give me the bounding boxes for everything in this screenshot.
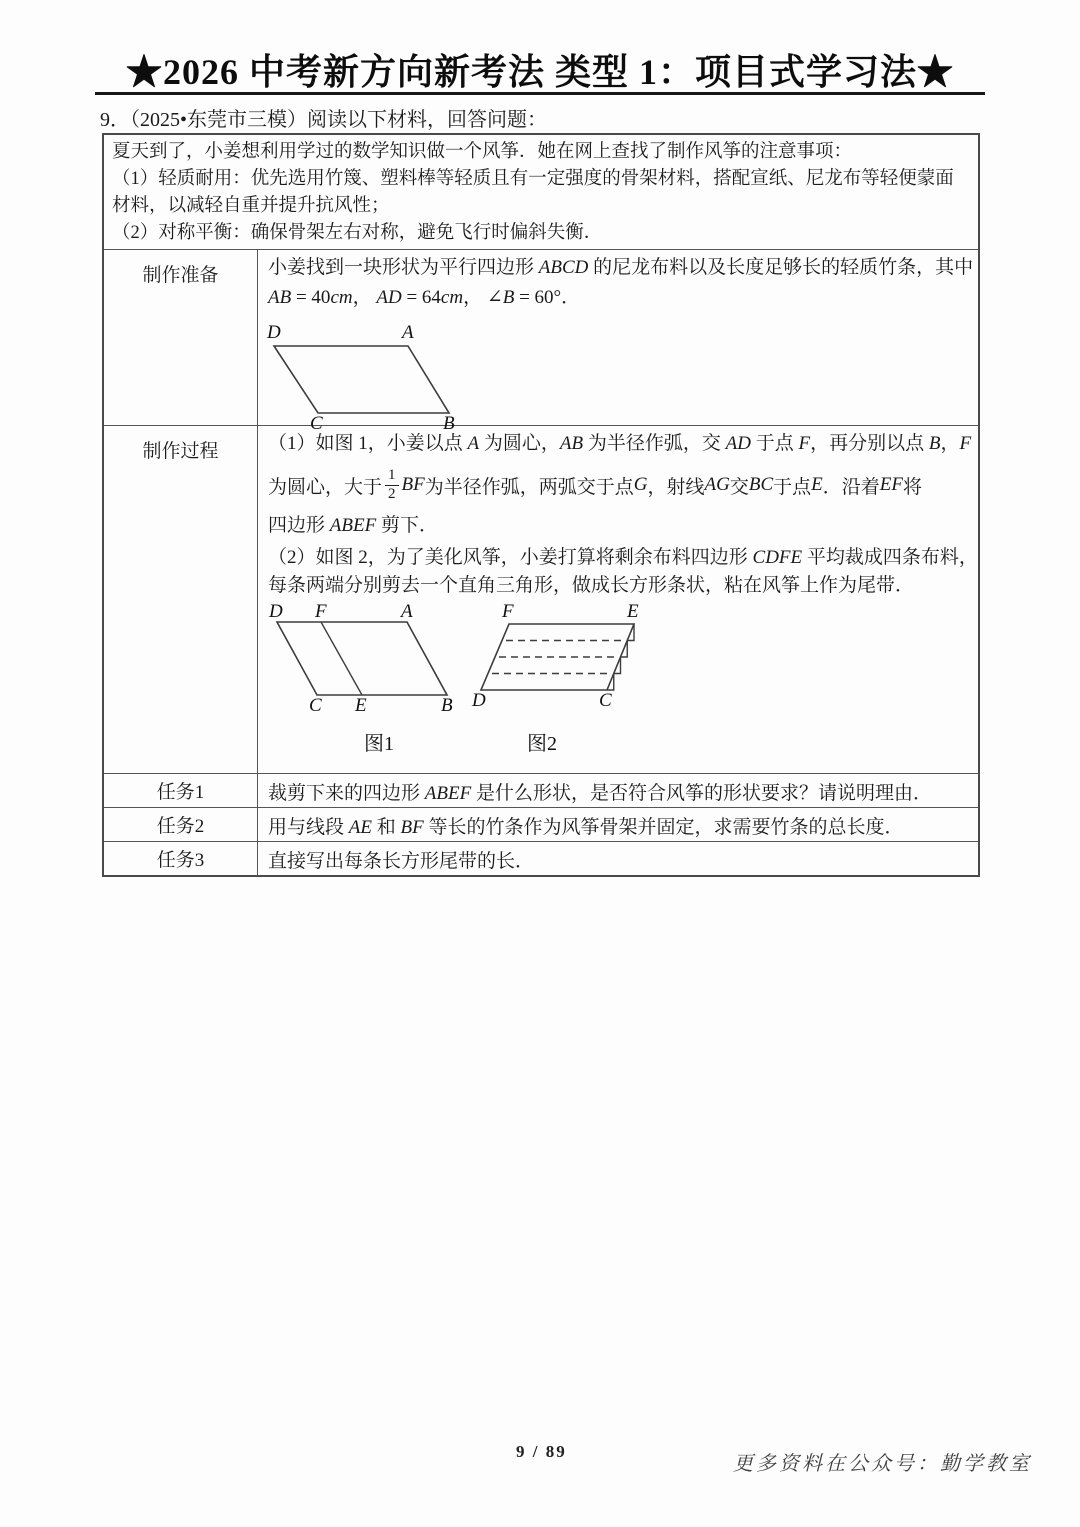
row-label-task1: 任务1 bbox=[104, 774, 258, 807]
fig2-label-d: D bbox=[472, 690, 486, 711]
fig1-label-a: A bbox=[401, 604, 413, 622]
process-cell bbox=[258, 426, 988, 773]
figure1-caption: 图1 bbox=[364, 733, 394, 755]
vertex-label-b: B bbox=[443, 413, 455, 432]
problem-heading: 9．（2025•东莞市三模）阅读以下材料，回答问题： bbox=[100, 109, 548, 131]
preparation-cell bbox=[258, 250, 983, 432]
preparation-math: AB = 40cm， AD = 64cm， ∠B = 60°． bbox=[268, 287, 581, 308]
task1-cell bbox=[258, 774, 978, 807]
vertex-label-a: A bbox=[402, 322, 414, 343]
fig1-label-e: E bbox=[355, 695, 367, 716]
table-row-preparation bbox=[104, 249, 978, 432]
fig2-label-e: E bbox=[627, 604, 639, 622]
table-row-task1 bbox=[104, 773, 978, 807]
task3-text: 直接写出每条长方形尾带的长． bbox=[268, 851, 535, 872]
intro-line: 夏天到了，小姜想利用学过的数学知识做一个风筝．她在网上查找了制作风筝的注意事项： bbox=[112, 142, 853, 162]
task2-cell bbox=[258, 808, 978, 841]
preparation-text: 小姜找到一块形状为平行四边形 ABCD 的尼龙布料以及长度足够长的轻质竹条，其中 bbox=[268, 257, 974, 278]
intro-line: 材料，以减轻自重并提升抗风性； bbox=[112, 196, 390, 216]
row-label-task3: 任务3 bbox=[104, 842, 258, 875]
fig1-label-b: B bbox=[441, 695, 453, 716]
watermark-text: 更多资料在公众号：勤学教室 bbox=[733, 1451, 1032, 1475]
material-table bbox=[102, 133, 980, 877]
figure2-caption: 图2 bbox=[527, 733, 557, 755]
fig2-label-f: F bbox=[502, 604, 514, 622]
title-divider bbox=[95, 92, 985, 95]
process-text-1a: （1）如图 1，小姜以点 A 为圆心，AB 为半径作弧，交 AD 于点 F，再分别以点 B，F bbox=[268, 433, 972, 454]
table-row-task3 bbox=[104, 841, 978, 875]
figure1-parallelogram-with-fe bbox=[268, 604, 453, 755]
row-label-task2: 任务2 bbox=[104, 808, 258, 841]
fig1-label-f: F bbox=[315, 604, 327, 622]
fig2-label-c: C bbox=[599, 690, 612, 711]
process-text-2b: 每条两端分别剪去一个直角三角形，做成长方形条状，粘在风筝上作为尾带． bbox=[268, 575, 915, 596]
task3-cell bbox=[258, 842, 978, 875]
row-label-process: 制作过程 bbox=[104, 426, 258, 773]
figure1-and-figure2 bbox=[266, 604, 696, 756]
page-number: 9 / 89 bbox=[516, 1442, 567, 1461]
process-text-1b: 为圆心，大于 $\frac{1}{2}$ BF 为半径作弧，两弧交于点 G ，射线 AG 交 BC 于点 E ．沿着 EF 将 bbox=[268, 467, 922, 502]
process-text-1c: 四边形 ABEF 剪下． bbox=[268, 515, 438, 536]
page-title: ★2026 中考新方向新考法 类型 1：项目式学习法★ bbox=[125, 52, 954, 92]
vertex-label-d: D bbox=[267, 322, 281, 343]
table-row-intro bbox=[104, 135, 978, 249]
fig1-label-c: C bbox=[309, 695, 322, 716]
intro-line: （1）轻质耐用：优先选用竹篾、塑料棒等轻质且有一定强度的骨架材料，搭配宣纸、尼龙布等轻便蒙面 bbox=[112, 169, 954, 189]
task1-text: 裁剪下来的四边形 ABEF 是什么形状，是否符合风筝的形状要求？请说明理由． bbox=[268, 783, 932, 804]
intro-cell bbox=[104, 135, 978, 249]
table-row-task2 bbox=[104, 807, 978, 841]
fig1-label-d: D bbox=[269, 604, 283, 622]
process-text-2a: （2）如图 2，为了美化风筝，小姜打算将剩余布料四边形 CDFE 平均裁成四条布料， bbox=[268, 547, 978, 568]
vertex-label-c: C bbox=[310, 413, 323, 432]
row-label-preparation: 制作准备 bbox=[104, 250, 258, 425]
parallelogram-abcd-figure bbox=[266, 316, 466, 432]
intro-line: （2）对称平衡：确保骨架左右对称，避免飞行时偏斜失衡． bbox=[112, 223, 603, 243]
table-row-process bbox=[104, 425, 978, 773]
task2-text: 用与线段 AE 和 BF 等长的竹条作为风筝骨架并固定，求需要竹条的总长度． bbox=[268, 817, 904, 838]
figure2-strips-quadrilateral bbox=[471, 604, 639, 755]
